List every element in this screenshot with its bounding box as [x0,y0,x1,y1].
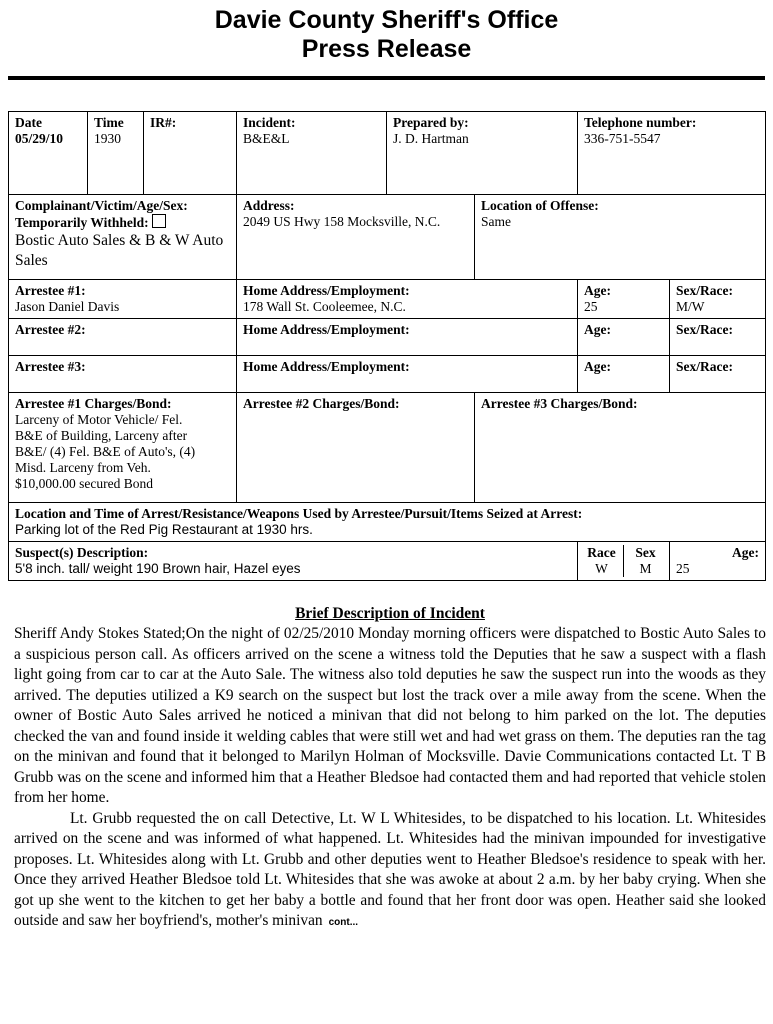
brief-heading: Brief Description of Incident [295,605,485,622]
press-release-header [0,6,773,64]
prepared-by-cell: Prepared by: J. D. Hartman [387,112,578,195]
brief-description [14,604,766,934]
suspect-age-cell: Age: 25 [670,542,766,581]
arrestee-2-charges-cell: Arrestee #2 Charges/Bond: [237,393,475,503]
incident-cell: Incident: B&E&L [237,112,387,195]
time-value: 1930 [94,131,121,146]
suspect-race-sex-cell [578,542,670,581]
arrestee-2-home-cell: Home Address/Employment: [237,319,578,356]
brief-paragraph-1: Sheriff Andy Stokes Stated;On the night of 02/25/2010 Monday morning officers were dispatched to Bostic Auto Sales to a suspicious person call. As officers arrived on the scene a witness told the Deputies that he saw a suspect with a flash light going from car to car at the Auto Sale. The witness also told deputies he saw the suspect run into the woods as they arrived. The deputies utilized a K9 search on the suspect but lost the track over a mile away from the scene. When the owner of Bostic Auto Sales arrived he noticed a minivan that did not belong to him parked on the lot. The deputies checked the van and found inside it welding cables that were still wet and had wet grass on them. The deputies ran the tag on the minivan and found that it belonged to Marilyn Holman of Mocksville. Davie Communications contacted Lt. T B Grubb was on the scene and informed him that a Heather Bledsoe had contacted them and had reported that vehicle stolen from her home. [14,625,766,806]
incident-value: B&E&L [243,131,290,146]
location-offense-cell: Location of Offense: Same [475,195,766,280]
complainant-value: Bostic Auto Sales & B & W Auto Sales [15,232,224,269]
address-cell: Address: 2049 US Hwy 158 Mocksville, N.C. [237,195,475,280]
arrestee-1-charges-cell: Arrestee #1 Charges/Bond: Larceny of Motor Vehicle/ Fel. B&E of Building, Larceny after B&E/ (4) Fel. B&E of Auto's, (4) Misd. Larceny from Veh. $10,000.00 secured Bond [9,393,237,503]
incident-form [8,111,766,581]
suspect-sex: Sex M [623,545,667,577]
location-time-cell: Location and Time of Arrest/Resistance/Weapons Used by Arrestee/Pursuit/Items Seized at Arrest: Parking lot of the Red Pig Restaurant at 1930 hrs. [9,503,766,542]
press-release-title: Press Release [301,35,472,63]
arrestee-2-cell: Arrestee #2: [9,319,237,356]
telephone-cell: Telephone number: 336-751-5547 [578,112,766,195]
arrestee-3-home-cell: Home Address/Employment: [237,356,578,393]
prepared-by-value: J. D. Hartman [393,131,469,146]
date-value: 05/29/10 [15,131,64,146]
arrestee-3-sexrace-cell: Sex/Race: [670,356,766,393]
arrestee-1-name: Jason Daniel Davis [15,299,120,314]
arrestee-1-sexrace-cell: Sex/Race: M/W [670,280,766,319]
arrestee-1-home-cell: Home Address/Employment: 178 Wall St. Cooleemee, N.C. [237,280,578,319]
complainant-cell: Complainant/Victim/Age/Sex: Temporarily Withheld: Bostic Auto Sales & B & W Auto Sales [9,195,237,280]
arrestee-2-age-cell: Age: [578,319,670,356]
time-cell: Time 1930 [88,112,144,195]
arrestee-3-cell: Arrestee #3: [9,356,237,393]
arrestee-3-age-cell: Age: [578,356,670,393]
withheld-checkbox [152,214,166,228]
location-time-value: Parking lot of the Red Pig Restaurant at 1930 hrs. [15,522,313,537]
suspect-race: Race W [587,545,616,576]
brief-paragraph-2: Lt. Grubb requested the on call Detective, Lt. W L Whitesides, to be dispatched to his location. Lt. Whitesides arrived on the scene and was informed of what happened. Lt. Whitesides had the minivan impounded for investigative proposes. Lt. Whitesides along with Lt. Grubb and other deputies went to Heather Bledsoe's residence to speak with her. Once they arrived Heather Bledsoe told Lt. Whitesides that she was awoke at about 2 a.m. by her baby crying. When she got up she went to the kitchen to get her baby a bottle and found that her front door was open. Heather said she looked outside and saw her boyfriend's, mother's minivan cont... [14,809,766,929]
address-value: 2049 US Hwy 158 Mocksville, N.C. [243,214,441,229]
office-title: Davie County Sheriff's Office [214,6,559,34]
arrestee-1-age-cell: Age: 25 [578,280,670,319]
arrestee-1-cell: Arrestee #1: Jason Daniel Davis [9,280,237,319]
header-rule [8,76,765,80]
arrestee-1-home: 178 Wall St. Cooleemee, N.C. [243,299,406,314]
location-offense-value: Same [481,214,511,229]
telephone-value: 336-751-5547 [584,131,661,146]
arrestee-2-sexrace-cell: Sex/Race: [670,319,766,356]
arrestee-3-charges-cell: Arrestee #3 Charges/Bond: [475,393,766,503]
suspect-description-value: 5'8 inch. tall/ weight 190 Brown hair, Hazel eyes [15,561,301,576]
ir-cell: IR#: [144,112,237,195]
date-cell: Date 05/29/10 [9,112,88,195]
continued-marker: cont... [328,917,359,928]
suspect-description-cell: Suspect(s) Description: 5'8 inch. tall/ weight 190 Brown hair, Hazel eyes [9,542,578,581]
